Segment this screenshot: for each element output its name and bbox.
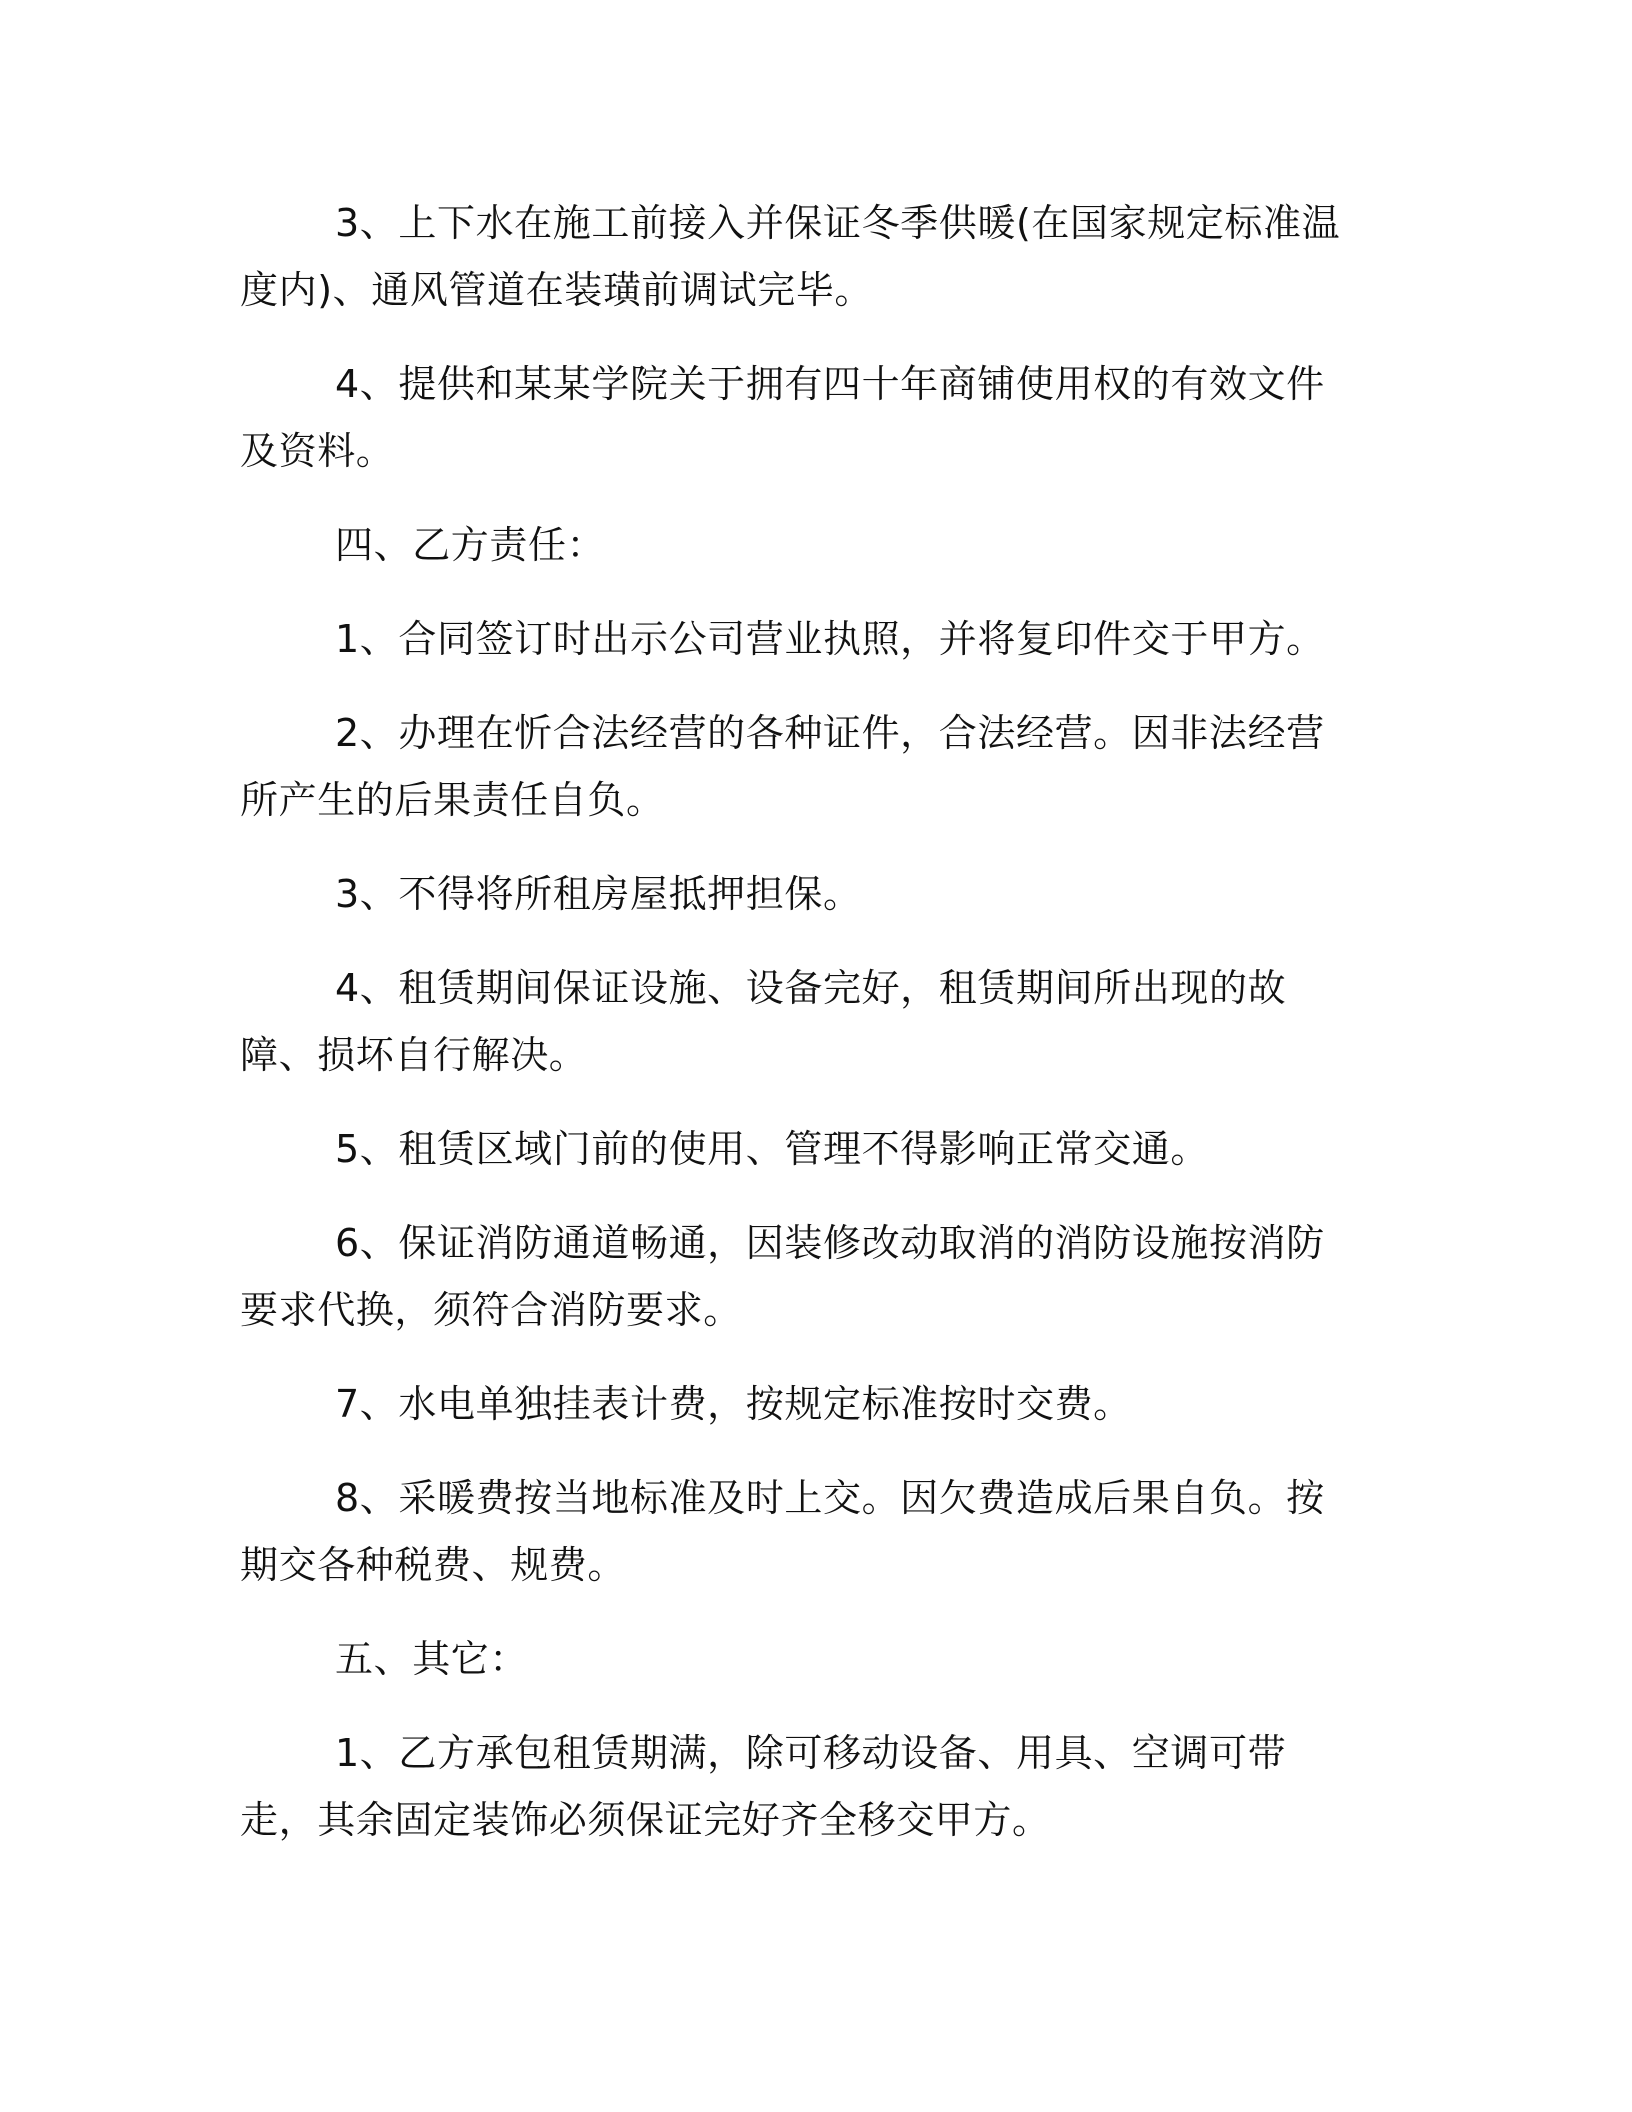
paragraph-tenant-item-2: 2、办理在忻合法经营的各种证件，合法经营。因非法经营所产生的后果责任自负。 — [240, 711, 1325, 822]
paragraph-tenant-item-8: 8、采暖费按当地标准及时上交。因欠费造成后果自负。按期交各种税费、规费。 — [240, 1476, 1325, 1587]
paragraph-landlord-item-3: 3、上下水在施工前接入并保证冬季供暖(在国家规定标准温度内)、通风管道在装璜前调试完毕。 — [240, 201, 1341, 312]
paragraph-tenant-item-5: 5、租赁区域门前的使用、管理不得影响正常交通。 — [335, 1127, 1209, 1171]
section-heading-other: 五、其它： — [335, 1637, 529, 1681]
document-body — [240, 190, 1360, 1881]
section-heading-tenant-duties: 四、乙方责任： — [335, 523, 606, 567]
paragraph-tenant-item-6: 6、保证消防通道畅通，因装修改动取消的消防设施按消防要求代换，须符合消防要求。 — [240, 1221, 1325, 1332]
paragraph-tenant-item-7: 7、水电单独挂表计费，按规定标准按时交费。 — [335, 1382, 1132, 1426]
paragraph-other-item-1: 1、乙方承包租赁期满，除可移动设备、用具、空调可带走，其余固定装饰必须保证完好齐全移交甲方。 — [240, 1731, 1287, 1842]
paragraph-tenant-item-4: 4、租赁期间保证设施、设备完好，租赁期间所出现的故障、损坏自行解决。 — [240, 966, 1287, 1077]
paragraph-tenant-item-1: 1、合同签订时出示公司营业执照，并将复印件交于甲方。 — [335, 617, 1325, 661]
paragraph-tenant-item-3: 3、不得将所租房屋抵押担保。 — [335, 872, 862, 916]
paragraph-landlord-item-4: 4、提供和某某学院关于拥有四十年商铺使用权的有效文件及资料。 — [240, 362, 1325, 473]
